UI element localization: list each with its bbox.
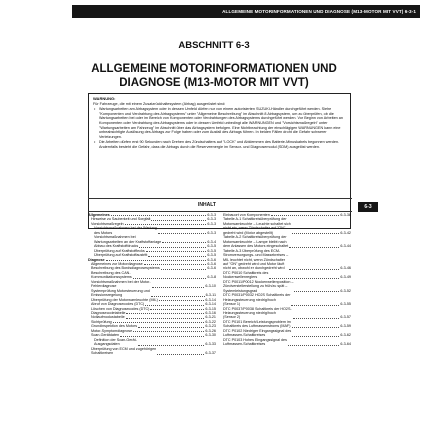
toc-entry xyxy=(223,329,351,338)
toc-entry-page: 6-3-64 xyxy=(340,342,351,347)
toc-entry-title: Sichtprüfung xyxy=(91,319,112,324)
toc-leader-dots xyxy=(271,215,340,216)
toc-entry xyxy=(88,347,216,356)
toc-leader-dots xyxy=(269,278,339,279)
toc-entry-page: 6-3-6 xyxy=(207,261,216,266)
toc-entry-page: 6-3-6 xyxy=(207,266,216,271)
toc-entry-title: Abbau des Kraftstoffdrucks xyxy=(94,244,139,249)
toc-entry-page: 6-3-10 xyxy=(205,284,216,289)
toc-entry-title: Einbauort von Komponenten xyxy=(223,213,270,217)
toc-entry-page: 6-3-3 xyxy=(207,213,216,217)
toc-entry-page: 6-3-14 xyxy=(205,297,216,302)
toc-entry xyxy=(223,217,351,235)
toc-leader-dots xyxy=(126,313,204,314)
toc-leader-dots xyxy=(125,224,207,225)
toc-entry xyxy=(88,280,216,289)
toc-leader-dots xyxy=(292,336,339,337)
toc-entry-page: 6-3-55 xyxy=(340,302,351,307)
toc-entry-page: 6-3-3 xyxy=(207,217,216,222)
toc-leader-dots xyxy=(152,287,205,288)
toc-entry-title: Systemprüfung Motorsteuerung und Emissionsregelung xyxy=(91,288,150,298)
toc-entry-page: 6-3-33 xyxy=(205,342,216,347)
section-label: ABSCHNITT 6-3 xyxy=(178,40,250,51)
toc-entry xyxy=(88,338,216,347)
toc-entry-title: Vorsichtsmaßnahmen bei Wartungsarbeiten an der Kraftstoffanlage xyxy=(94,235,162,244)
toc-leader-dots xyxy=(292,233,339,234)
toc-leader-dots xyxy=(150,309,204,310)
toc-entry-page: 6-3-57 xyxy=(340,315,351,320)
toc-entry-title: Beschreibung des Bordsdiagnosesystems xyxy=(91,266,160,271)
toc-entry-title: Definition der Scan-Gerät- Ausgangsdaten xyxy=(94,337,137,347)
toc-entry-title: Überprüfung von ECM und zugehörigen Schaltkreisen xyxy=(91,346,157,356)
toc-leader-dots xyxy=(138,345,204,346)
toc-entry-title: Allgemeines zur Motordiagnose xyxy=(91,261,143,266)
warning-list xyxy=(93,107,346,150)
toc-entry-title: DTC P0011/P0012 Nockenwellenposition – Zündverstellerstellung zu früh/zu spät – Systemleistungsgrad xyxy=(223,279,294,293)
toc-entry-title: Tabelle A-2 Schaltkreisüberprüfung der Motorwarnleuchte – Lampe bleibt nach dem Anlassen des Motors eingeschaltet xyxy=(223,235,289,249)
toc-entry-page: 6-3-5 xyxy=(207,253,216,258)
toc-title-row xyxy=(88,198,352,212)
toc-leader-dots xyxy=(158,233,207,234)
toc-entry xyxy=(88,235,216,244)
toc-entry-page: 6-3-11 xyxy=(205,293,216,298)
toc-leader-dots xyxy=(293,318,340,319)
toc-entry-page: 6-3-14 xyxy=(205,302,216,307)
toc-entry-title: DTC P0102 Niedriger Eingangssignal des Luftmassen-Schaltkreises xyxy=(223,328,292,338)
toc-entry-page: 6-3-5 xyxy=(207,248,216,253)
warning-bullet: • Wartungsarbeiten am Airbagsystem oder in dessen Umfeld dürfen nur von einem autorisierten SUZUKI-Händler durchgeführt werden. Siehe "Komponenten und Verdrahtung des Airbagsystems" unter "Allgemeine Beschreibung" im Abschnitt 8 Airbagsystem, um zu überprüfen, ob die Wartungsarbeiten bei oder im Bereich von Komponenten oder Verdrahtungen des Airbagsystems durchgeführt werden. Vor Beginn von Arbeiten an Komponenten oder Verdrahtung des Airbagsystems oder in dessen Umfeld unbedingt alle WARNUNGEN und "Vorsichtsmaßregeln" unter "Wartungsarbeiten am Fahrzeug" im Abschnitt über das Airbagsystem befolgen. Eine Nichtbeachtung der einschlägigen WARNUNGEN kann eine unbeabsichtigte Auslösung des Airbags zur Folge haben oder zum Ausfall des Airbags führen. In beiden Fällen droht die Gefahr schwerer Verletzungen. xyxy=(99,107,346,140)
toc-entry xyxy=(223,338,351,347)
toc-entry-page: 6-3-42 xyxy=(340,230,351,235)
toc-leader-dots xyxy=(106,260,207,261)
toc-entry-title: Beschreibung des CAN- Kommunikationssystems xyxy=(91,270,132,280)
toc-entry xyxy=(223,235,351,248)
toc-entry xyxy=(88,289,216,298)
toc-entry-page: 6-3-26 xyxy=(205,328,216,333)
toc-entry-title: Überprüfung der Motorwarnleuchte (MIL) xyxy=(91,297,158,302)
page-header-bar xyxy=(72,5,420,18)
toc-leader-dots xyxy=(145,305,204,306)
toc-entry-page: 6-3-62 xyxy=(340,333,351,338)
toc-entry-page: 6-3-30 xyxy=(205,333,216,338)
toc-leader-dots xyxy=(157,354,204,355)
toc-leader-dots xyxy=(133,331,204,332)
page-header-text: ALLGEMEINE MOTORINFORMATIONEN UND DIAGNOSE (M13-MOTOR MIT VVT) 6-3-1 xyxy=(222,9,416,14)
toc-entry-title: DTC P0101 Bereich/Leistungsproblem im Schaltkreis des Luftmassenstroms (MAF) xyxy=(223,319,291,329)
toc-entry-title: DTC P0103 Hohes Eingangssignal des Luftmassen-Schaltkreises xyxy=(223,337,287,347)
toc-leader-dots xyxy=(294,291,339,292)
toc-leader-dots xyxy=(113,322,205,323)
toc-entry-title: Motor-Symptomdiagnose xyxy=(91,328,133,333)
toc-entry-title: DTC P0037/P0038 Schaltkreis der HO2S- Heizungssteuerung niedrig/hoch (Sensor 2) xyxy=(223,306,292,320)
toc-leader-dots xyxy=(151,296,205,297)
toc-entry xyxy=(223,271,351,280)
toc-entry-title: DTC P0010 Schaltkreis des Nockenwellenreglers xyxy=(223,270,269,280)
toc-leader-dots xyxy=(291,305,339,306)
toc-entry-page: 6-3-23 xyxy=(205,324,216,329)
toc-entry-title: Tabelle A-3 Überprüfung des ECM- Stromversorgungs- und Massekreises – MIL leuchtet nicht, wenn Zündschalter auf "ON" gedreht wird und Motor läuft nicht an, obwohl er durchgedreht wird xyxy=(223,248,289,271)
toc-leader-dots xyxy=(126,318,205,319)
toc-entry-page: 6-3-6 xyxy=(207,257,216,262)
toc-entry-page: 6-3-44 xyxy=(340,244,351,249)
toc-leader-dots xyxy=(161,269,207,270)
toc-entry xyxy=(223,249,351,271)
toc-entry-title: Abruf von Diagnosecodes (DTC) xyxy=(91,302,145,307)
toc-entry-title: DTC P0031/P0032 HO2S Schaltkreis der Heizungssteuerung niedrig/hoch (Sensor 1) xyxy=(223,293,291,307)
toc-entry-title: Grundinspektion des Motors xyxy=(91,324,138,329)
toc-leader-dots xyxy=(111,215,207,216)
toc-leader-dots xyxy=(138,327,204,328)
toc-entry-title: Tabelle A-1 Schaltkreisüberprüfung der Motorwarnleuchte – Leuchte schaltet sich nicht ein, wenn Zündschalter auf "ON" gedreht wird (Motor abgestellt) xyxy=(223,217,291,235)
toc-column-left xyxy=(88,213,216,356)
toc-leader-dots xyxy=(120,336,204,337)
toc-entry-page: 6-3-49 xyxy=(340,275,351,280)
toc-entry-page: 6-3-3 xyxy=(207,230,216,235)
toc-entry-page: 6-3-46 xyxy=(340,266,351,271)
warning-bullet: • Die Arbeiten dürfen erst 90 Sekunden nach Drehen des Zündschalters auf "LOCK" und Abklemmen des Batterie-Minuskabels begonnen werden. Andernfalls besteht die Gefahr, dass die Airbags durch die Reserveenergie im Sensor- und Diagnosemodul (SDM) ausgelöst werden. xyxy=(99,140,346,149)
warning-title: WARNUNG: xyxy=(93,96,116,101)
toc-entry xyxy=(223,307,351,320)
toc-entry-page: 6-3-37 xyxy=(205,351,216,356)
toc-entry-title: Löschen von Diagnosecodes (DTC) xyxy=(91,306,150,311)
toc-leader-dots xyxy=(159,300,205,301)
toc-leader-dots xyxy=(148,256,206,257)
toc-entry-page: 6-3-8 xyxy=(207,275,216,280)
toc-entry xyxy=(88,226,216,235)
toc-leader-dots xyxy=(289,247,339,248)
toc-entry-page: 6-3-22 xyxy=(205,319,216,324)
toc-entry-title: Diagnosecodetabelle xyxy=(91,310,126,315)
toc-leader-dots xyxy=(144,264,207,265)
toc-entry-page: 6-3-38 xyxy=(340,213,351,217)
toc-leader-dots xyxy=(292,327,339,328)
toc-heading: INHALT xyxy=(198,202,216,208)
toc-entry-title: Hinweise zu Sauberkeit und Sorgfalt xyxy=(91,217,151,222)
toc-leader-dots xyxy=(133,278,207,279)
toc-entry-title: Scan-Gerätdaten xyxy=(91,333,120,338)
section-tab: 6-3 xyxy=(358,202,378,212)
toc-leader-dots xyxy=(151,220,206,221)
toc-entry-page: 6-3-59 xyxy=(340,324,351,329)
toc-entry-page: 6-3-52 xyxy=(340,288,351,293)
toc-entry-page: 6-3-16 xyxy=(205,310,216,315)
toc-entry-page: 6-3-3 xyxy=(207,221,216,226)
toc-entry-page: 6-3-5 xyxy=(207,244,216,249)
toc-entry-title: Notlaufmodustabelle xyxy=(91,315,125,320)
toc-entry xyxy=(223,280,351,293)
toc-entry xyxy=(223,293,351,306)
toc-entry-title: Vorsichtsmaßregeln xyxy=(91,221,124,226)
toc-entry xyxy=(223,320,351,329)
toc-entry-title: Vorsichtsmaßnahmen bei der Motor- Fehlerdiagnose xyxy=(91,279,151,289)
toc-entry-page: 6-3-4 xyxy=(207,239,216,244)
page-title: ALLGEMEINE MOTORINFORMATIONEN UND DIAGNOSE (M13-MOTOR MIT VVT) xyxy=(91,63,337,89)
toc-entry-page: 6-3-15 xyxy=(205,306,216,311)
toc-leader-dots xyxy=(288,345,339,346)
toc-column-right xyxy=(223,213,351,347)
toc-leader-dots xyxy=(289,269,339,270)
warning-intro: Für Fahrzeuge, die mit einem Zusatzrückhaltesystem (Airbag) ausgerüstet sind: xyxy=(93,102,226,107)
toc-leader-dots xyxy=(139,247,206,248)
toc-entry-title: Überprüfung auf Kraftstoffaustritt xyxy=(94,253,148,258)
toc-entry-title: Diagnose xyxy=(88,257,105,262)
toc-entry-page: 6-3-21 xyxy=(205,315,216,320)
toc-entry-title: Vorsichtsmaßnahmen bei der Wartung des Motors xyxy=(94,226,157,235)
toc-entry xyxy=(88,271,216,280)
toc-leader-dots xyxy=(146,251,207,252)
toc-leader-dots xyxy=(162,242,206,243)
toc-entry-title: Allgemeines xyxy=(88,213,110,217)
toc-entry-title: Überprüfung auf Kraftstofflecks xyxy=(94,248,145,253)
